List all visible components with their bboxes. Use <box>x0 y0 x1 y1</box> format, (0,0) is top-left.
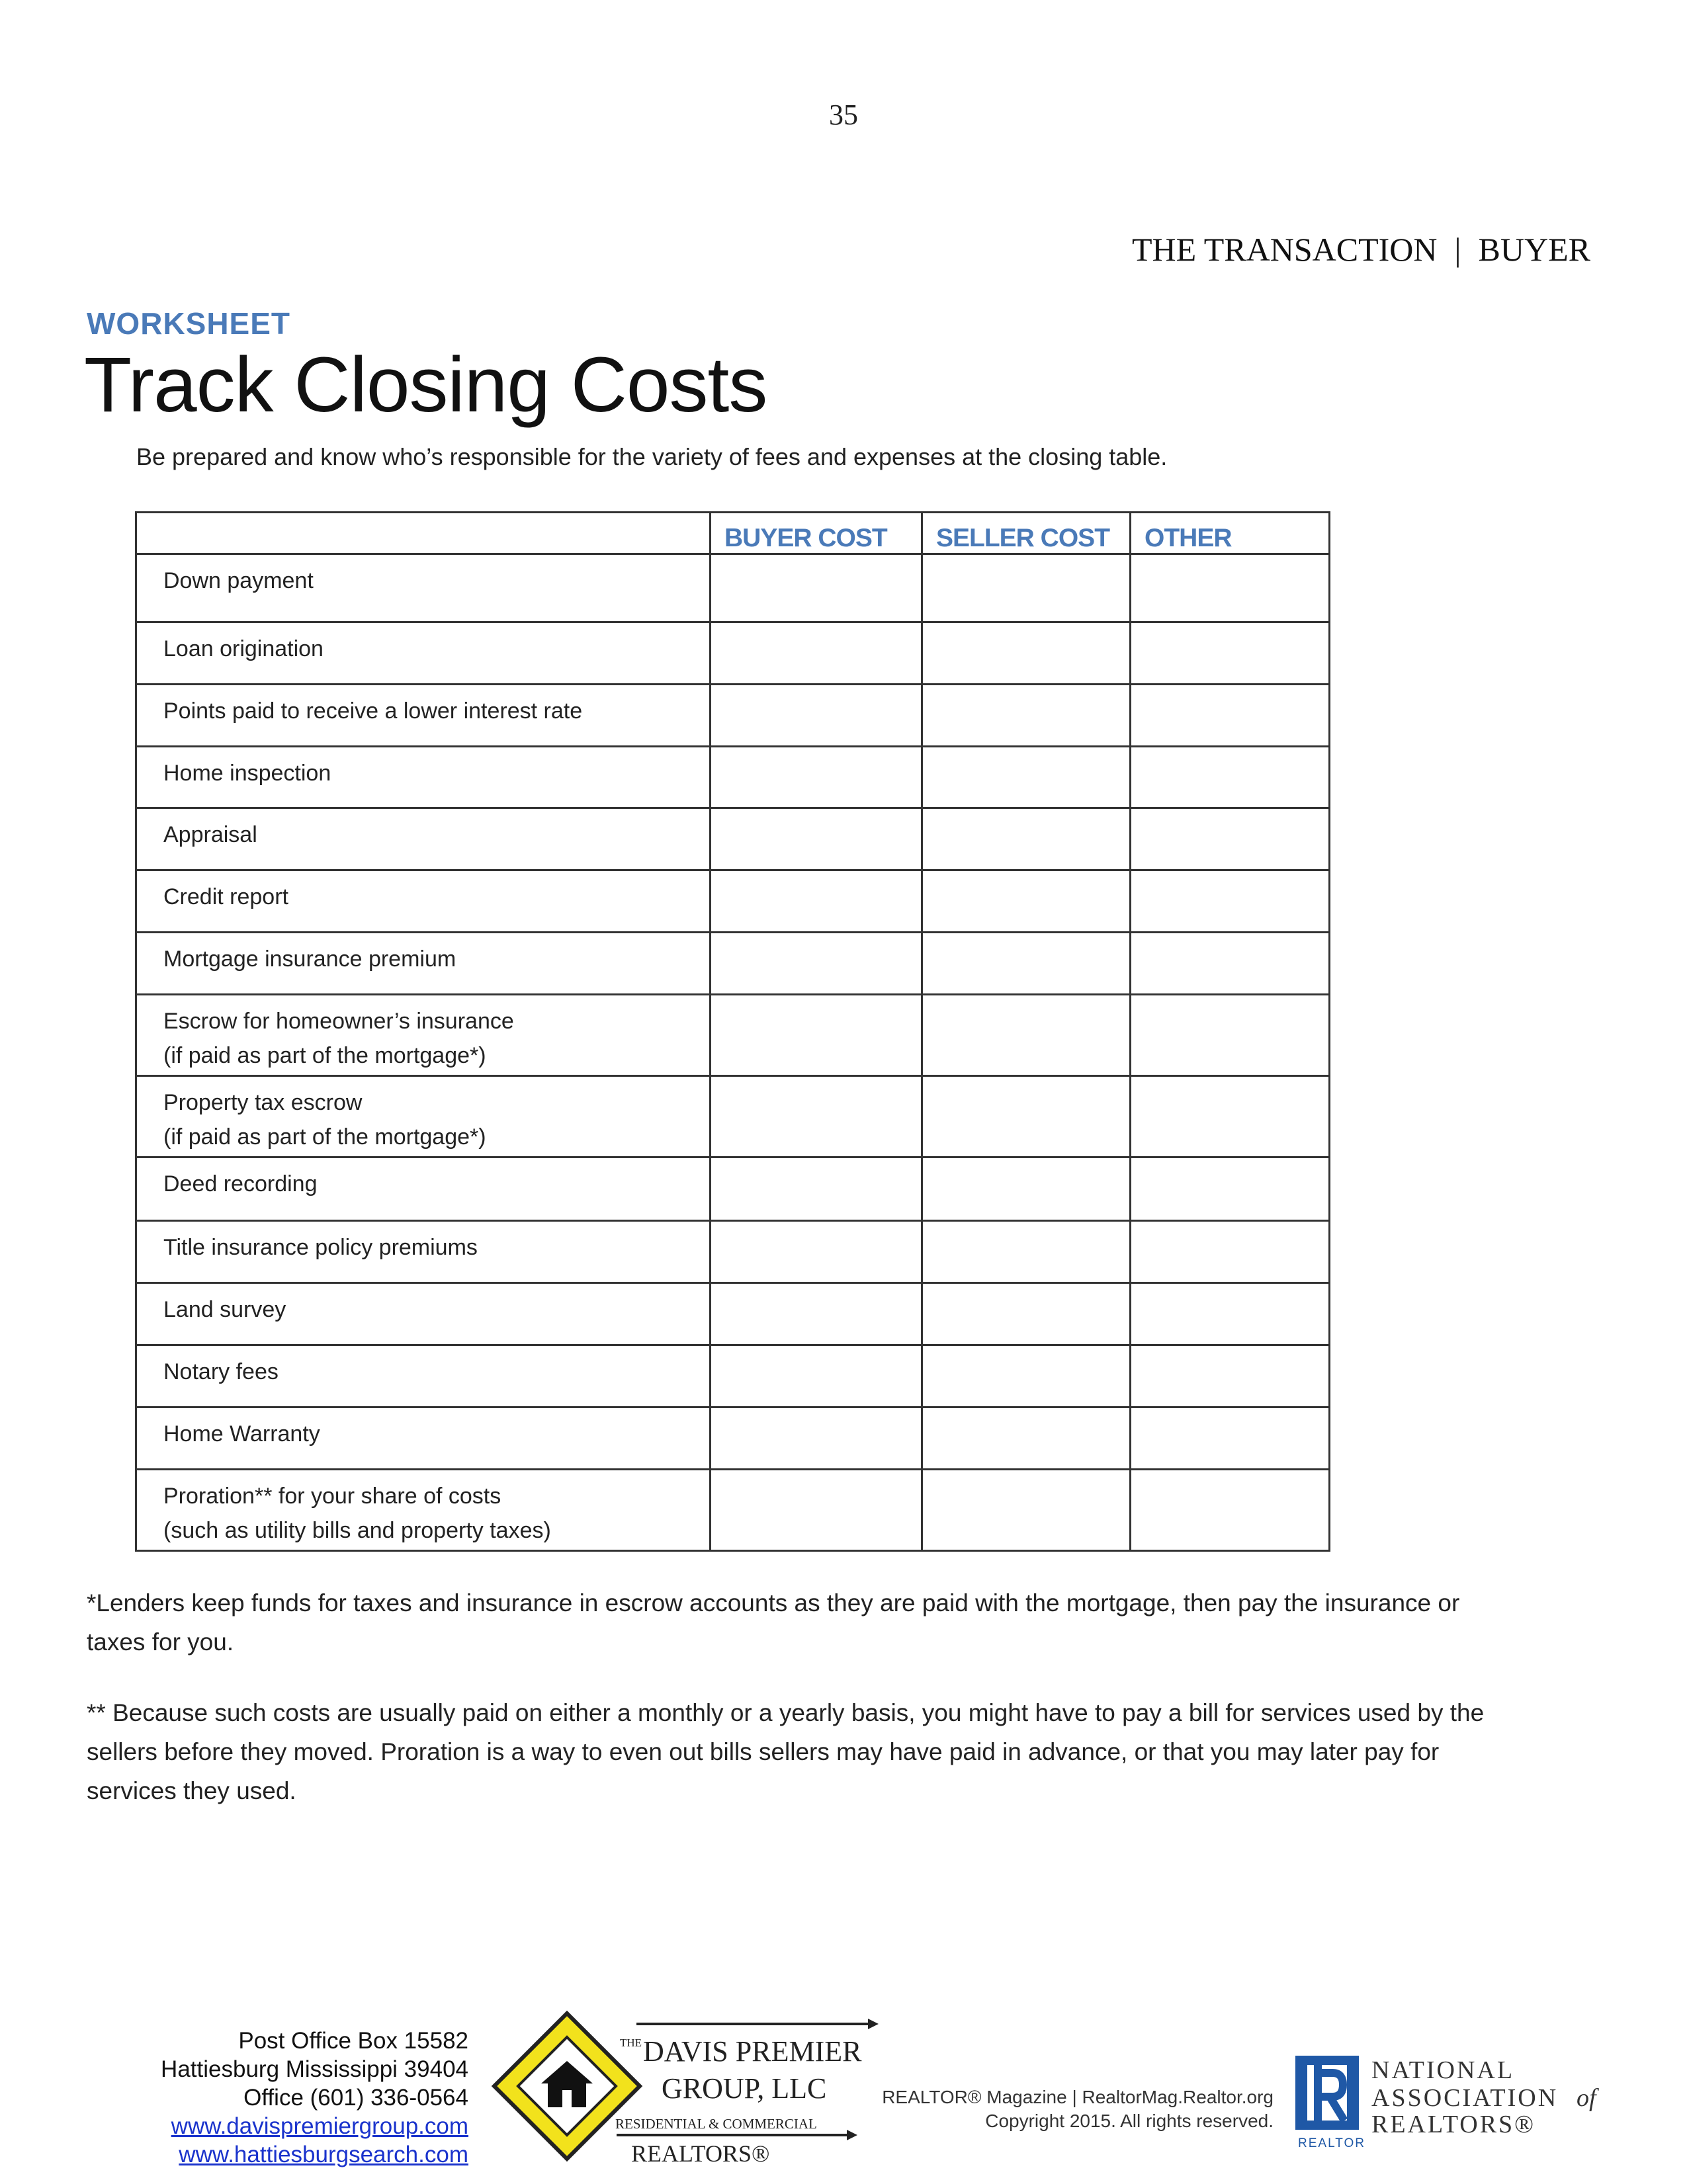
office-phone: Office (601) 336-0564 <box>243 2085 468 2111</box>
address-line2: Hattiesburg Mississippi 39404 <box>161 2056 468 2082</box>
row-label <box>136 1470 711 1551</box>
seller-cost-cell[interactable] <box>922 747 1131 808</box>
buyer-cost-cell[interactable] <box>711 1157 922 1221</box>
table-body <box>136 554 1330 1551</box>
seller-cost-cell[interactable] <box>922 622 1131 685</box>
seller-cost-cell[interactable] <box>922 1076 1131 1157</box>
other-cost-cell[interactable] <box>1131 747 1330 808</box>
row-label-line1: Mortgage insurance premium <box>163 946 456 972</box>
row-label-line2: (if paid as part of the mortgage*) <box>163 1043 486 1068</box>
other-cost-cell[interactable] <box>1131 1076 1330 1157</box>
buyer-cost-cell[interactable] <box>711 554 922 622</box>
seller-cost-cell[interactable] <box>922 933 1131 995</box>
header-separator: | <box>1454 231 1461 268</box>
arrow-right-icon <box>868 2019 879 2029</box>
column-header-other: OTHER <box>1131 513 1330 554</box>
logo-ribbon: RESIDENTIAL & COMMERCIAL <box>615 2116 817 2132</box>
table-row <box>136 1470 1330 1551</box>
row-label-line1: Proration** for your share of costs <box>163 1484 501 1509</box>
seller-cost-cell[interactable] <box>922 1407 1131 1470</box>
buyer-cost-cell[interactable] <box>711 1407 922 1470</box>
row-label-line1: Land survey <box>163 1297 286 1322</box>
other-cost-cell[interactable] <box>1131 622 1330 685</box>
buyer-cost-cell[interactable] <box>711 622 922 685</box>
buyer-cost-cell[interactable] <box>711 870 922 933</box>
table-row <box>136 622 1330 685</box>
address-block <box>161 2027 468 2169</box>
address-line1: Post Office Box 15582 <box>238 2028 468 2054</box>
table-row <box>136 685 1330 747</box>
row-label-line1: Loan origination <box>163 636 324 661</box>
table-row <box>136 1221 1330 1283</box>
row-label <box>136 685 711 747</box>
row-label-line2: (such as utility bills and property taxes) <box>163 1518 551 1543</box>
table-row <box>136 1076 1330 1157</box>
logo-realtors: REALTORS® <box>631 2140 770 2167</box>
seller-cost-cell[interactable] <box>922 808 1131 870</box>
closing-costs-table <box>135 511 1330 1552</box>
other-cost-cell[interactable] <box>1131 808 1330 870</box>
column-header-seller-cost: SELLER COST <box>922 513 1131 554</box>
footnote-escrow: *Lenders keep funds for taxes and insurance in escrow accounts as they are paid with the mortgage, then pay the insurance or taxes for you. <box>87 1589 1460 1656</box>
table-row <box>136 1345 1330 1407</box>
other-cost-cell[interactable] <box>1131 870 1330 933</box>
column-header-buyer-cost: BUYER COST <box>711 513 922 554</box>
row-label-line1: Deed recording <box>163 1171 318 1197</box>
worksheet-label: WORKSHEET <box>87 306 290 341</box>
buyer-cost-cell[interactable] <box>711 1345 922 1407</box>
row-label <box>136 1157 711 1221</box>
row-label-line1: Points paid to receive a lower interest rate <box>163 698 583 724</box>
buyer-cost-cell[interactable] <box>711 685 922 747</box>
row-label-line1: Property tax escrow <box>163 1090 363 1115</box>
table-row <box>136 747 1330 808</box>
row-label-line1: Home Warranty <box>163 1421 320 1447</box>
logo-name-line2: GROUP, LLC <box>662 2072 827 2105</box>
buyer-cost-cell[interactable] <box>711 995 922 1076</box>
row-label-line2: (if paid as part of the mortgage*) <box>163 1124 486 1150</box>
buyer-cost-cell[interactable] <box>711 1283 922 1345</box>
nar-line1: NATIONAL <box>1371 2056 1515 2084</box>
row-label <box>136 1283 711 1345</box>
other-cost-cell[interactable] <box>1131 1345 1330 1407</box>
other-cost-cell[interactable] <box>1131 1470 1330 1551</box>
seller-cost-cell[interactable] <box>922 1283 1131 1345</box>
row-label-line1: Escrow for homeowner’s insurance <box>163 1009 514 1034</box>
table-row <box>136 1407 1330 1470</box>
credit-block <box>882 2085 1274 2133</box>
nar-mark-caption: REALTOR <box>1298 2136 1365 2150</box>
row-label <box>136 747 711 808</box>
nar-of: of <box>1577 2084 1596 2112</box>
row-label <box>136 870 711 933</box>
buyer-cost-cell[interactable] <box>711 747 922 808</box>
column-header-item <box>136 513 711 554</box>
row-label <box>136 622 711 685</box>
table-row <box>136 933 1330 995</box>
arrow-right-icon <box>847 2130 857 2140</box>
table-row <box>136 554 1330 622</box>
buyer-cost-cell[interactable] <box>711 933 922 995</box>
row-label <box>136 554 711 622</box>
buyer-cost-cell[interactable] <box>711 1076 922 1157</box>
other-cost-cell[interactable] <box>1131 995 1330 1076</box>
seller-cost-cell[interactable] <box>922 1157 1131 1221</box>
house-door <box>562 2090 572 2107</box>
row-label-line1: Notary fees <box>163 1359 279 1384</box>
table-row <box>136 995 1330 1076</box>
buyer-cost-cell[interactable] <box>711 1221 922 1283</box>
other-cost-cell[interactable] <box>1131 1157 1330 1221</box>
nar-line2: ASSOCIATION <box>1371 2084 1559 2112</box>
intro-text: Be prepared and know who’s responsible for the variety of fees and expenses at the closing table. <box>136 443 1168 470</box>
buyer-cost-cell[interactable] <box>711 1470 922 1551</box>
footnotes <box>87 1583 1509 1842</box>
row-label-line1: Credit report <box>163 884 288 909</box>
other-cost-cell[interactable] <box>1131 1221 1330 1283</box>
page-title: Track Closing Costs <box>84 341 767 429</box>
logo-name-line1: DAVIS PREMIER <box>643 2035 862 2068</box>
seller-cost-cell[interactable] <box>922 554 1131 622</box>
other-cost-cell[interactable] <box>1131 554 1330 622</box>
row-label-line1: Home inspection <box>163 761 331 786</box>
seller-cost-cell[interactable] <box>922 1470 1131 1551</box>
other-cost-cell[interactable] <box>1131 1283 1330 1345</box>
table-row <box>136 1283 1330 1345</box>
logo-the: THE <box>620 2037 642 2049</box>
seller-cost-cell[interactable] <box>922 1221 1131 1283</box>
table-row <box>136 1157 1330 1221</box>
row-label <box>136 1076 711 1157</box>
header-section: THE TRANSACTION <box>1131 231 1438 268</box>
row-label <box>136 995 711 1076</box>
other-cost-cell[interactable] <box>1131 1407 1330 1470</box>
hattiesburg-search-link[interactable]: www.hattiesburgsearch.com <box>179 2142 468 2167</box>
seller-cost-cell[interactable] <box>922 995 1131 1076</box>
row-label-line1: Appraisal <box>163 822 257 847</box>
other-cost-cell[interactable] <box>1131 933 1330 995</box>
seller-cost-cell[interactable] <box>922 685 1131 747</box>
seller-cost-cell[interactable] <box>922 1345 1131 1407</box>
credit-line2: Copyright 2015. All rights reserved. <box>985 2111 1274 2131</box>
nar-line3: REALTORS® <box>1371 2111 1536 2138</box>
davis-premier-logo <box>484 2005 881 2184</box>
row-label-line1: Down payment <box>163 568 314 593</box>
header-audience: BUYER <box>1478 231 1590 268</box>
row-label <box>136 933 711 995</box>
row-label <box>136 1345 711 1407</box>
table-header-row <box>136 513 1330 554</box>
seller-cost-cell[interactable] <box>922 870 1131 933</box>
other-cost-cell[interactable] <box>1131 685 1330 747</box>
credit-line1: REALTOR® Magazine | RealtorMag.Realtor.org <box>882 2087 1274 2107</box>
row-label <box>136 1407 711 1470</box>
davis-premier-link[interactable]: www.davispremiergroup.com <box>171 2113 468 2139</box>
running-header <box>1132 230 1590 269</box>
row-label-line1: Title insurance policy premiums <box>163 1235 478 1260</box>
nar-logo <box>1295 2056 1606 2155</box>
table-row <box>136 870 1330 933</box>
row-label <box>136 1221 711 1283</box>
row-label <box>136 808 711 870</box>
footnote-proration: ** Because such costs are usually paid on either a monthly or a yearly basis, you might have to pay a bill for services used by the sellers before they moved. Proration is a way to even out bills sellers may have paid in advance, or that you may later pay for services they used. <box>87 1699 1485 1804</box>
table-row <box>136 808 1330 870</box>
buyer-cost-cell[interactable] <box>711 808 922 870</box>
page-number: 35 <box>829 99 858 131</box>
